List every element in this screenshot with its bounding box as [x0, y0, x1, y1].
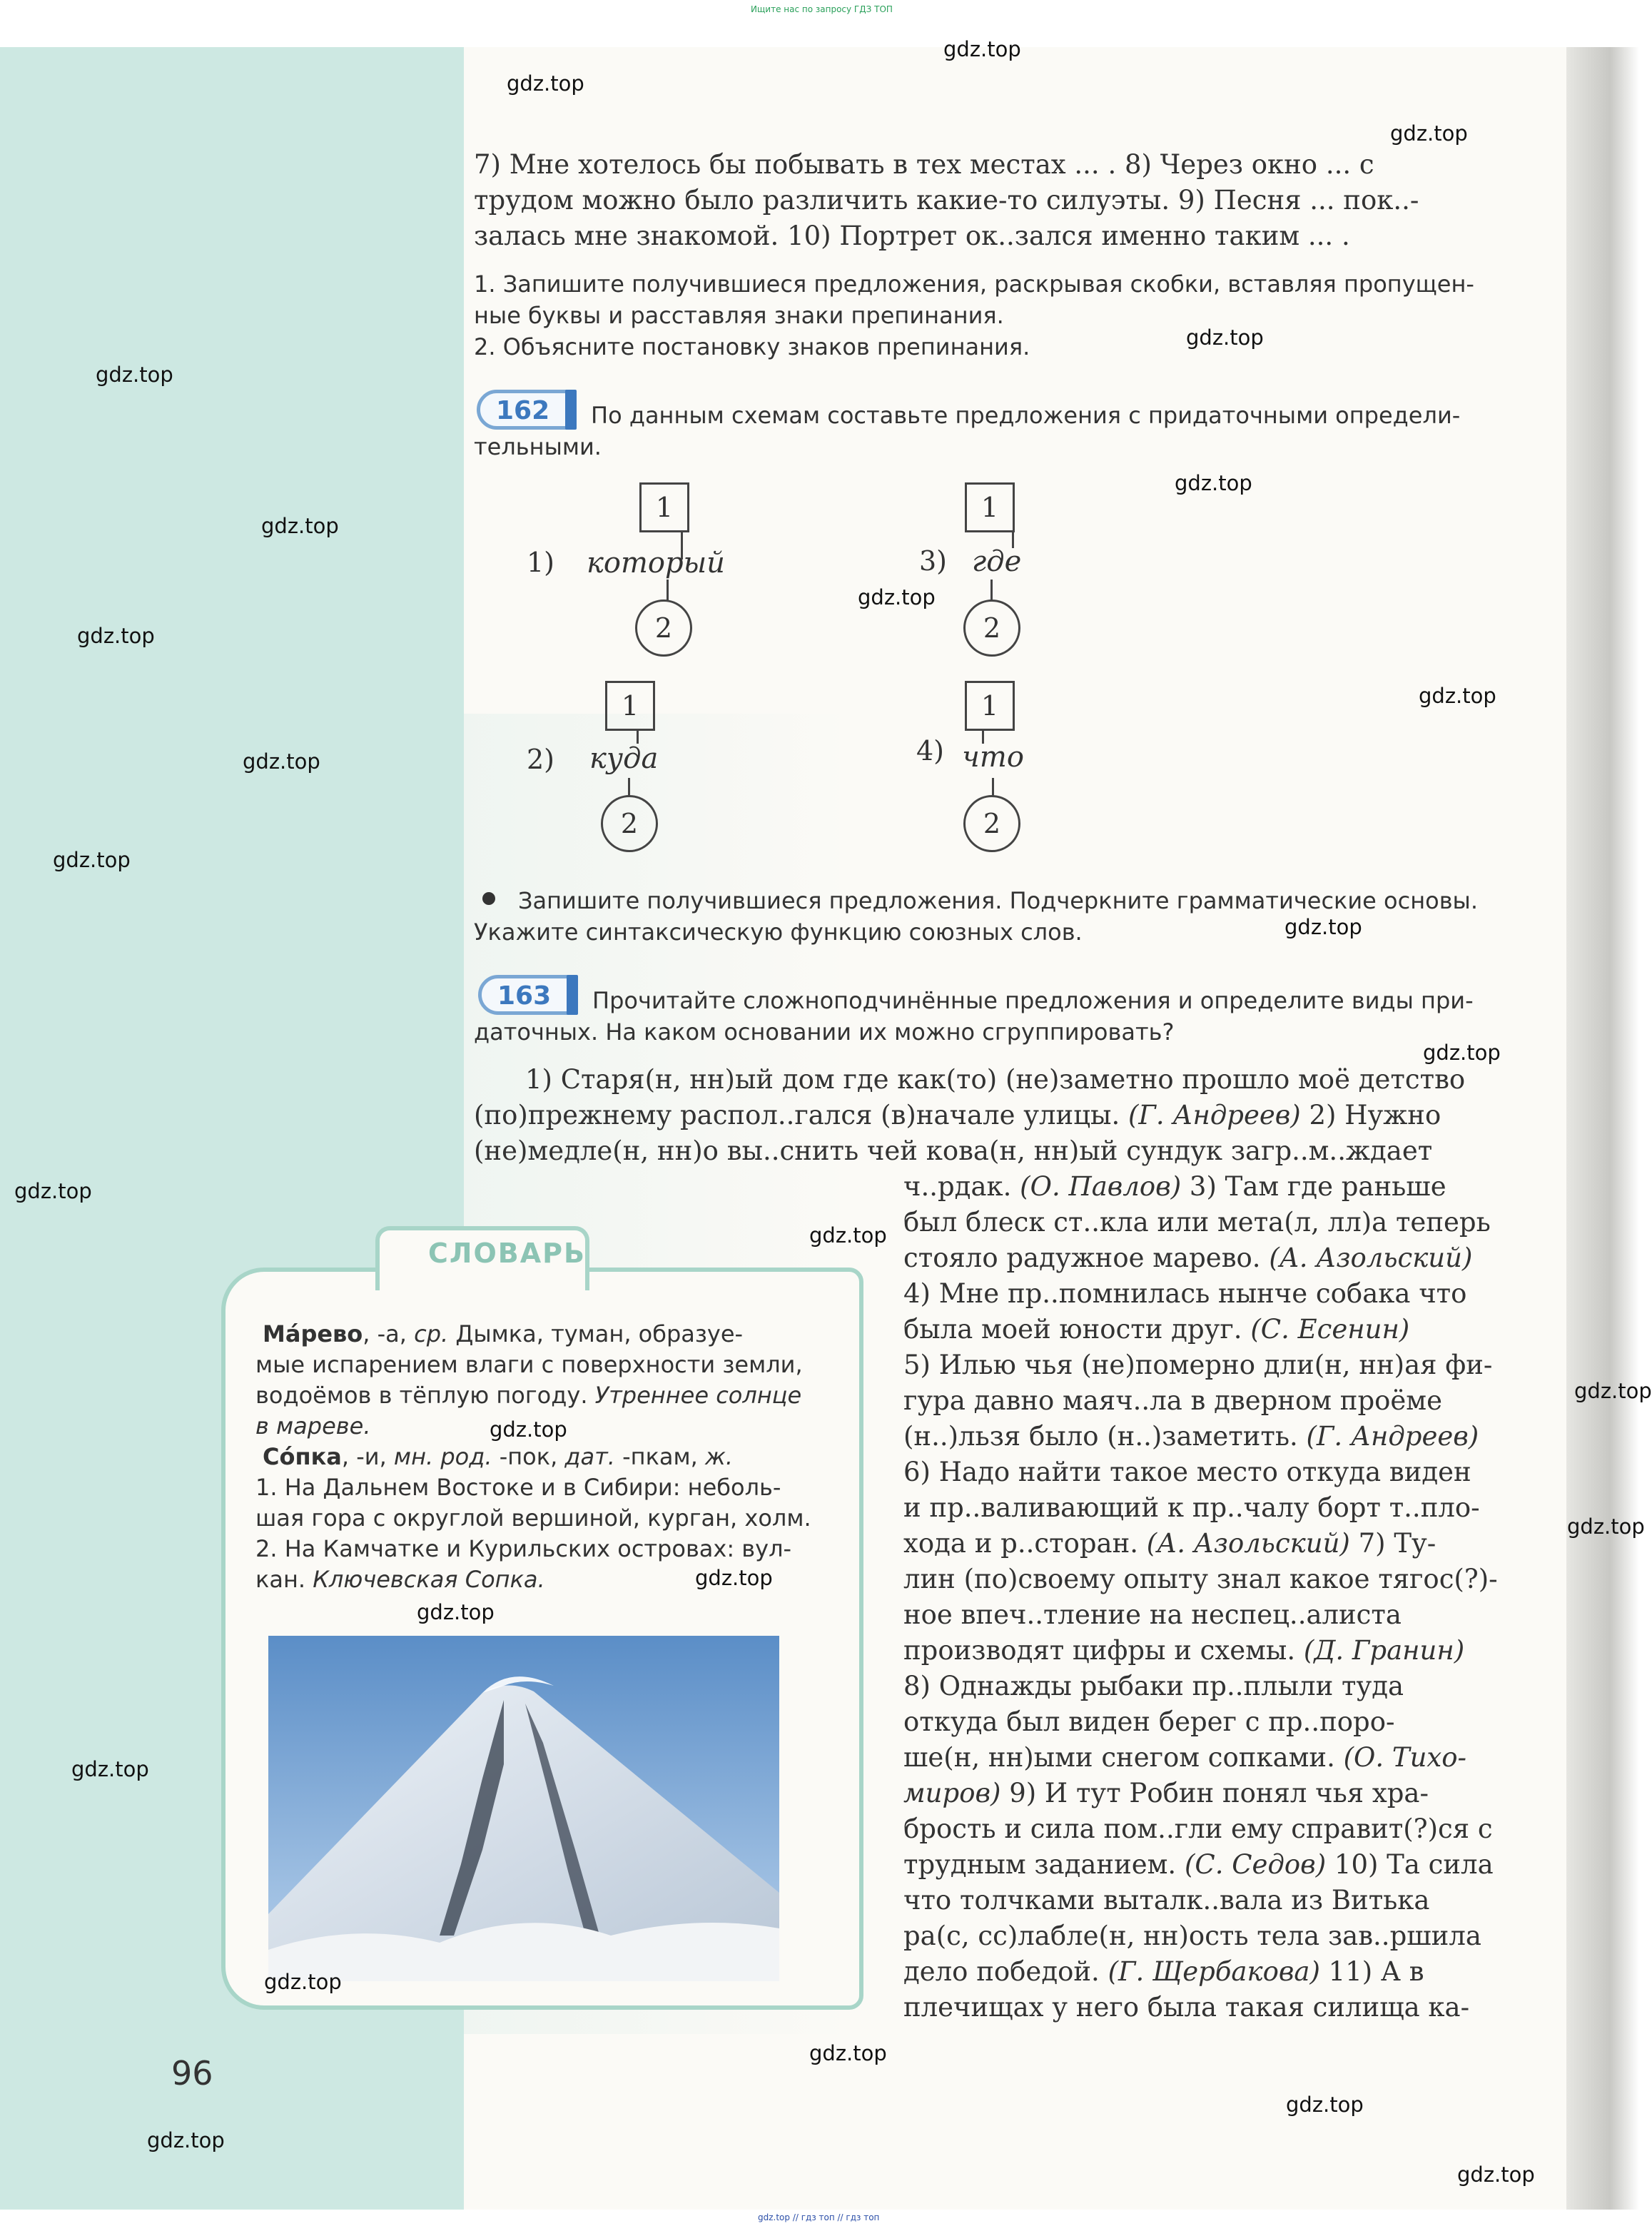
- text-line: залась мне знакомой. 10) Портрет ок..зался именно таким ... .: [474, 221, 1350, 251]
- text-line: что толчками выталк..вала из Витька: [903, 1885, 1430, 1916]
- text-line: 5) Илью чья (не)померно дли(н, нн)ая фи-: [903, 1350, 1493, 1380]
- headword: Ма́рево: [263, 1320, 363, 1347]
- author-attribution: (Г. Андреев): [1306, 1421, 1479, 1452]
- text-line: плечищах у него была такая силища ка-: [903, 1992, 1470, 2023]
- text-line: ное впеч..тление на неспец..алиста: [903, 1599, 1402, 1630]
- text-line: (не)медле(н, нн)о вы..снить чей кова(н, нн)ый сундук загр..м..ждает: [474, 1135, 1433, 1166]
- text-line: миров) 9) И тут Робин понял чья хра-: [903, 1778, 1429, 1808]
- watermark-text: gdz.top: [1574, 1379, 1652, 1403]
- dict-line: Со́пка, -и, мн. род. -пок, дат. -пкам, ж.: [263, 1443, 734, 1470]
- connector-line: [667, 580, 669, 601]
- author-attribution: миров): [903, 1778, 1001, 1808]
- text-line: стояло радужное марево. (А. Азольский): [903, 1243, 1473, 1273]
- author-attribution: (А. Азольский): [1146, 1528, 1350, 1559]
- task-line: 2. Объясните постановку знаков препинания.: [474, 333, 1030, 360]
- scheme-label: 3): [919, 545, 948, 577]
- subordinate-clause-circle: 2: [601, 795, 658, 852]
- main-clause-box: 1: [605, 681, 655, 731]
- watermark-text: gdz.top: [1186, 325, 1264, 350]
- text-line: был блеск ст..кла или мета(л, лл)а теперь: [903, 1207, 1491, 1238]
- watermark-text: gdz.top: [809, 1223, 887, 1248]
- watermark-text: gdz.top: [490, 1417, 567, 1442]
- text-line: 1) Старя(н, нн)ый дом где как(то) (не)заметно прошло моё детство: [525, 1064, 1466, 1095]
- dict-line: шая гора с округлой вершиной, курган, холм.: [255, 1504, 811, 1532]
- exercise-number-badge: 163: [478, 975, 578, 1015]
- connector-line: [990, 580, 993, 601]
- dict-line: 2. На Камчатке и Курильских островах: вул-: [255, 1535, 792, 1562]
- subordinate-clause-circle: 2: [635, 599, 692, 657]
- watermark-text: gdz.top: [14, 1179, 92, 1203]
- task-line: Укажите синтаксическую функцию союзных слов.: [474, 919, 1083, 946]
- watermark-text: gdz.top: [1284, 915, 1362, 939]
- dict-line: кан. Ключевская Сопка.: [255, 1566, 545, 1593]
- volcano-illustration: [268, 1636, 779, 1981]
- text-line: трудным заданием. (С. Седов) 10) Та сила: [903, 1849, 1494, 1880]
- conjunctive-word: куда: [589, 742, 659, 775]
- author-attribution: (С. Есенин): [1250, 1314, 1410, 1345]
- dictionary-title: СЛОВАРЬ: [428, 1238, 586, 1269]
- watermark-text: gdz.top: [1286, 2093, 1364, 2117]
- watermark-text: gdz.top: [1390, 121, 1468, 146]
- task-line: 1. Запишите получившиеся предложения, раскрывая скобки, вставляя пропущен-: [474, 270, 1474, 298]
- text-line: и пр..валивающий к пр..чалу борт т..пло-: [903, 1492, 1480, 1523]
- scheme-label: 2): [527, 744, 555, 775]
- task-line: тельными.: [474, 433, 602, 460]
- grammar-note: ср.: [414, 1320, 449, 1347]
- volcano-photo: [268, 1636, 779, 1981]
- text-line: 8) Однажды рыбаки пр..плыли туда: [903, 1671, 1404, 1701]
- connector-line: [992, 778, 994, 796]
- usage-example: Ключевская Сопка.: [313, 1566, 545, 1593]
- subordinate-clause-circle: 2: [963, 599, 1020, 657]
- watermark-text: gdz.top: [943, 37, 1021, 61]
- dict-line: водоёмов в тёплую погоду. Утреннее солнце: [255, 1382, 802, 1409]
- text-line: производят цифры и схемы. (Д. Гранин): [903, 1635, 1465, 1666]
- main-clause-box: 1: [639, 482, 689, 532]
- author-attribution: (Г. Андреев): [1127, 1100, 1301, 1130]
- author-attribution: (С. Седов): [1184, 1849, 1327, 1880]
- watermark-text: gdz.top: [77, 624, 155, 648]
- grammar-note: ж.: [705, 1443, 734, 1470]
- text-line: ра(с, сс)лабле(н, нн)ость тела зав..ршила: [903, 1921, 1481, 1951]
- author-attribution: (О. Тихо-: [1343, 1742, 1467, 1773]
- exercise-163-text-column: [903, 1169, 1498, 2025]
- watermark-text: gdz.top: [53, 848, 131, 872]
- conjunctive-word: где: [972, 545, 1022, 578]
- watermark-text: gdz.top: [417, 1600, 495, 1624]
- headword: Со́пка: [263, 1443, 342, 1470]
- watermark-text: gdz.top: [1567, 1514, 1645, 1539]
- author-attribution: (А. Азольский): [1269, 1243, 1473, 1273]
- main-clause-box: 1: [965, 482, 1015, 532]
- task-line: По данным схемам составьте предложения с придаточными определи-: [591, 402, 1461, 429]
- watermark-text: gdz.top: [261, 514, 339, 538]
- text-line: (н..)льзя было (н..)заметить. (Г. Андреев): [903, 1421, 1479, 1452]
- watermark-text: gdz.top: [695, 1566, 773, 1590]
- dict-line: мые испарением влаги с поверхности земли,: [255, 1351, 803, 1378]
- book-spine-shadow: [1566, 47, 1639, 2210]
- usage-example: Утреннее солнце: [594, 1382, 802, 1409]
- author-attribution: (Г. Щербакова): [1108, 1956, 1320, 1987]
- text-line: ч..рдак. (О. Павлов) 3) Там где раньше: [903, 1171, 1446, 1202]
- text-line: 6) Надо найти такое место откуда виден: [903, 1457, 1471, 1487]
- subordinate-clause-circle: 2: [963, 795, 1020, 852]
- text-line: хода и р..сторан. (А. Азольский) 7) Ту-: [903, 1528, 1436, 1559]
- watermark-text: gdz.top: [507, 71, 584, 96]
- grammar-note: мн. род.: [393, 1443, 492, 1470]
- watermark-text: gdz.top: [96, 363, 173, 387]
- connector-line: [628, 778, 630, 796]
- text-line: 7) Мне хотелось бы побывать в тех местах ... . 8) Через окно ... с: [474, 149, 1374, 180]
- text-line: 4) Мне пр..помнилась нынче собака что: [903, 1278, 1467, 1309]
- text-line: (по)прежнему распол..гался (в)начале улицы. (Г. Андреев) 2) Нужно: [474, 1100, 1441, 1130]
- conjunctive-word: что: [962, 741, 1024, 774]
- dict-line: 1. На Дальнем Востоке и в Сибири: неболь-: [255, 1474, 781, 1501]
- watermark-text: gdz.top: [1419, 684, 1496, 708]
- text-line: гура давно маяч..ла в дверном проёме: [903, 1385, 1442, 1416]
- scheme-label: 4): [916, 735, 945, 767]
- watermark-text: gdz.top: [809, 2041, 887, 2065]
- exercise-163-text-full: [474, 1062, 1465, 1169]
- task-line: ные буквы и расставляя знаки препинания.: [474, 302, 1004, 329]
- dictionary-text: [255, 1319, 848, 1595]
- text-line: была моей юности друг. (С. Есенин): [903, 1314, 1410, 1345]
- task-line: даточных. На каком основании их можно сгруппировать?: [474, 1018, 1175, 1046]
- watermark-text: gdz.top: [1423, 1041, 1501, 1065]
- page-number: 96: [171, 2054, 213, 2093]
- conjunctive-word: который: [587, 547, 725, 580]
- bullet-icon: [482, 892, 495, 905]
- text-line: брость и сила пом..гли ему справит(?)ся с: [903, 1813, 1493, 1844]
- watermark-text: gdz.top: [1457, 2162, 1535, 2187]
- connector-line: [637, 729, 639, 744]
- watermark-text: gdz.top: [243, 749, 320, 774]
- text-line: дело победой. (Г. Щербакова) 11) А в: [903, 1956, 1424, 1987]
- scheme-label: 1): [527, 547, 555, 578]
- task-line: Запишите получившиеся предложения. Подчеркните грамматические основы.: [518, 887, 1478, 914]
- usage-example: в мареве.: [255, 1412, 371, 1440]
- main-clause-box: 1: [965, 681, 1015, 731]
- top-search-note[interactable]: Ищите нас по запросу ГДЗ ТОП: [751, 4, 893, 14]
- text-line: откуда был виден берег с пр..поро-: [903, 1706, 1395, 1737]
- author-attribution: (О. Павлов): [1020, 1171, 1182, 1202]
- bottom-note[interactable]: gdz.top // гдз топ // гдз топ: [758, 2212, 880, 2222]
- watermark-text: gdz.top: [264, 1970, 342, 1994]
- watermark-text: gdz.top: [858, 585, 936, 609]
- task-line: Прочитайте сложноподчинённые предложения и определите виды при-: [592, 987, 1474, 1014]
- text-line: ше(н, нн)ыми снегом сопками. (О. Тихо-: [903, 1742, 1467, 1773]
- watermark-text: gdz.top: [147, 2128, 225, 2152]
- text-line: трудом можно было различить какие-то силуэты. 9) Песня ... пок..-: [474, 185, 1419, 216]
- watermark-text: gdz.top: [1175, 471, 1252, 495]
- dict-line: Ма́рево, -а, ср. Дымка, туман, образуе-: [263, 1320, 744, 1347]
- exercise-number-badge: 162: [477, 390, 577, 430]
- watermark-text: gdz.top: [71, 1757, 149, 1781]
- text-line: лин (по)своему опыту знал какое тягос(?)-: [903, 1564, 1498, 1594]
- grammar-note: дат.: [564, 1443, 615, 1470]
- author-attribution: (Д. Гранин): [1303, 1635, 1465, 1666]
